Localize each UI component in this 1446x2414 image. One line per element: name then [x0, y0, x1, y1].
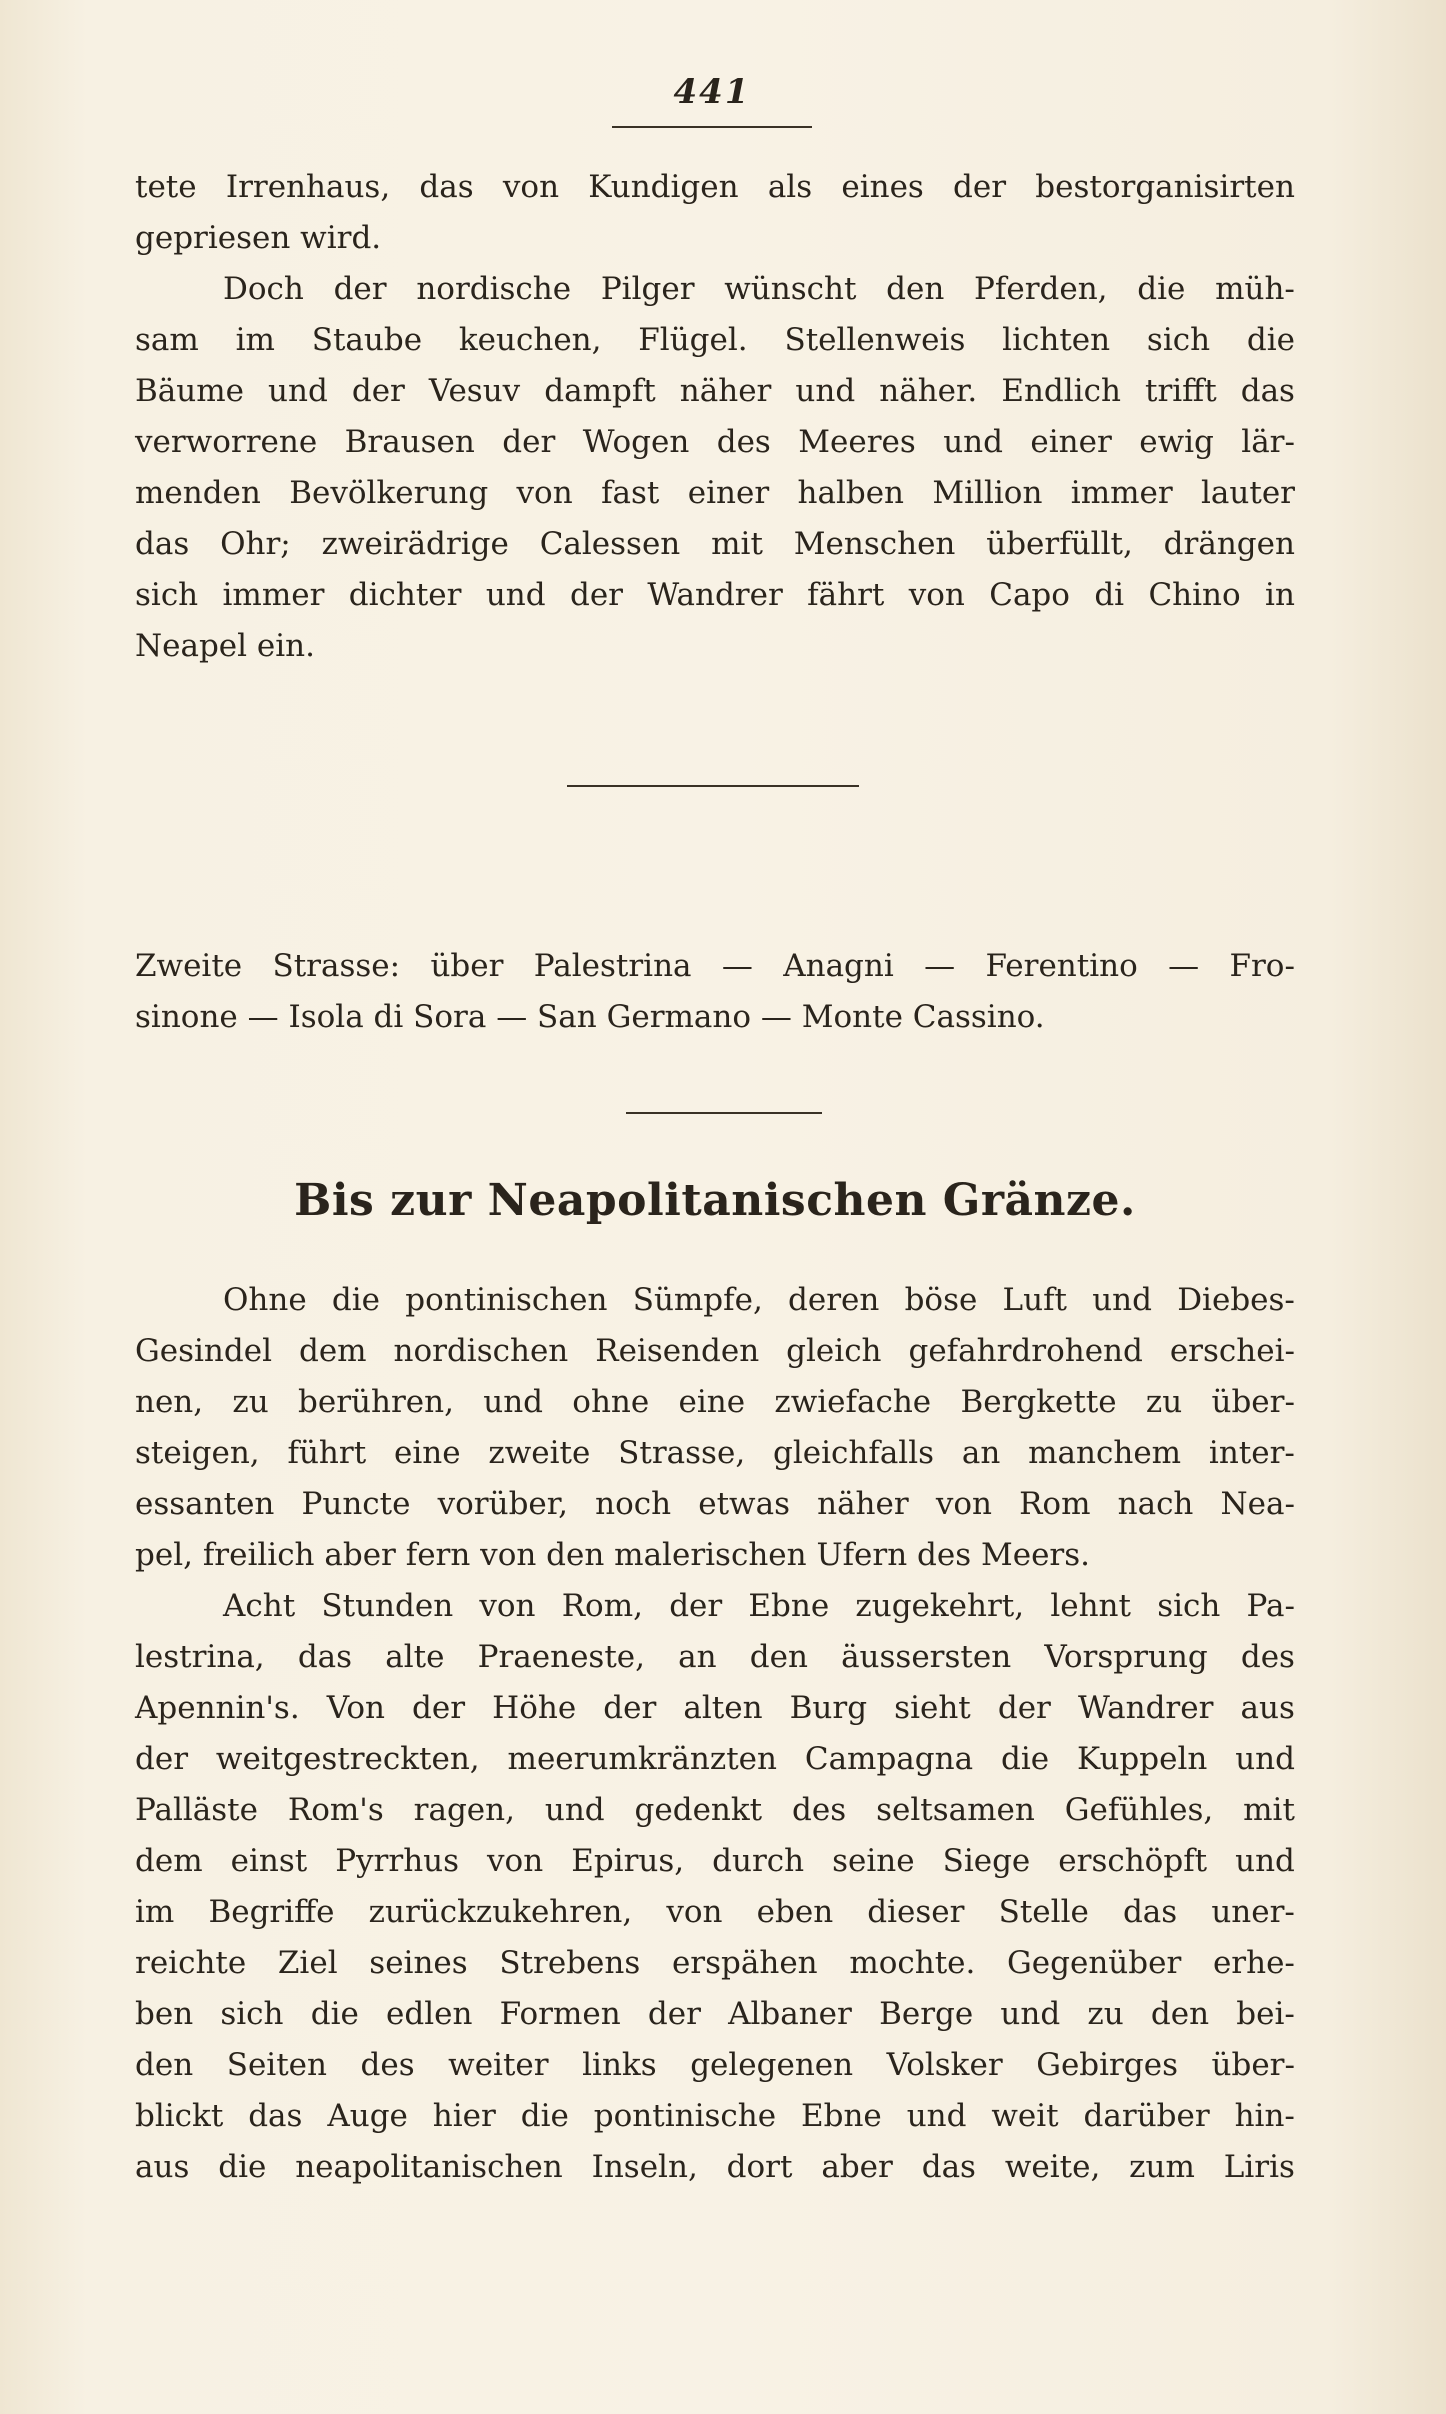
paragraph-4	[135, 1581, 1295, 2193]
text-line: blickt das Auge hier die pontinische Ebne und weit darüber hin-	[135, 2098, 1295, 2134]
text-line: im Begriffe zurückzukehren, von eben dieser Stelle das uner-	[135, 1894, 1295, 1930]
text-line: nen, zu berühren, und ohne eine zwiefache Bergkette zu über-	[135, 1384, 1295, 1420]
text-line: verworrene Brausen der Wogen des Meeres und einer ewig lär-	[135, 424, 1295, 460]
text-line: Apennin's. Von der Höhe der alten Burg sieht der Wandrer aus	[135, 1690, 1295, 1726]
text-line: den Seiten des weiter links gelegenen Volsker Gebirges über-	[135, 2047, 1295, 2083]
page-number: 441	[673, 72, 751, 112]
text-line: essanten Puncte vorüber, noch etwas näher von Rom nach Nea-	[135, 1486, 1295, 1522]
paragraph-1	[135, 162, 1295, 264]
text-line: dem einst Pyrrhus von Epirus, durch seine Siege erschöpft und	[135, 1843, 1295, 1879]
text-line: sich immer dichter und der Wandrer fährt von Capo di Chino in	[135, 577, 1295, 613]
text-line: Acht Stunden von Rom, der Ebne zugekehrt, lehnt sich Pa-	[223, 1588, 1295, 1624]
text-line: tete Irrenhaus, das von Kundigen als eines der bestorganisirten	[135, 169, 1295, 205]
page-number-rule	[612, 126, 812, 128]
text-line: Palläste Rom's ragen, und gedenkt des seltsamen Gefühles, mit	[135, 1792, 1295, 1828]
text-line: gepriesen wird.	[135, 220, 382, 256]
text-line: pel, freilich aber fern von den malerischen Ufern des Meers.	[135, 1537, 1091, 1573]
section-divider	[626, 1112, 822, 1114]
text-line: sam im Staube keuchen, Flügel. Stellenweis lichten sich die	[135, 322, 1295, 358]
text-line: Ohne die pontinischen Sümpfe, deren böse Luft und Diebes-	[223, 1282, 1295, 1318]
text-line: Neapel ein.	[135, 628, 315, 664]
text-line: sinone — Isola di Sora — San Germano — Monte Cassino.	[135, 999, 1045, 1035]
paragraph-3	[135, 1275, 1295, 1581]
text-line: der weitgestreckten, meerumkränzten Campagna die Kuppeln und	[135, 1741, 1295, 1777]
paragraph-2	[135, 264, 1295, 672]
text-line: Gesindel dem nordischen Reisenden gleich gefahrdrohend erschei-	[135, 1333, 1295, 1369]
route-description	[135, 941, 1295, 1043]
text-line: Zweite Strasse: über Palestrina — Anagni — Ferentino — Fro-	[135, 948, 1295, 984]
text-line: Doch der nordische Pilger wünscht den Pferden, die müh-	[223, 271, 1295, 307]
section-divider	[567, 785, 859, 787]
text-line: aus die neapolitanischen Inseln, dort aber das weite, zum Liris	[135, 2149, 1295, 2185]
text-line: lestrina, das alte Praeneste, an den äussersten Vorsprung des	[135, 1639, 1295, 1675]
text-line: reichte Ziel seines Strebens erspähen mochte. Gegenüber erhe-	[135, 1945, 1295, 1981]
text-line: steigen, führt eine zweite Strasse, gleichfalls an manchem inter-	[135, 1435, 1295, 1471]
text-line: ben sich die edlen Formen der Albaner Berge und zu den bei-	[135, 1996, 1295, 2032]
text-line: das Ohr; zweirädrige Calessen mit Menschen überfüllt, drängen	[135, 526, 1295, 562]
section-heading: Bis zur Neapolitanischen Gränze.	[294, 1175, 1136, 1226]
text-line: Bäume und der Vesuv dampft näher und näher. Endlich trifft das	[135, 373, 1295, 409]
text-line: menden Bevölkerung von fast einer halben Million immer lauter	[135, 475, 1295, 511]
